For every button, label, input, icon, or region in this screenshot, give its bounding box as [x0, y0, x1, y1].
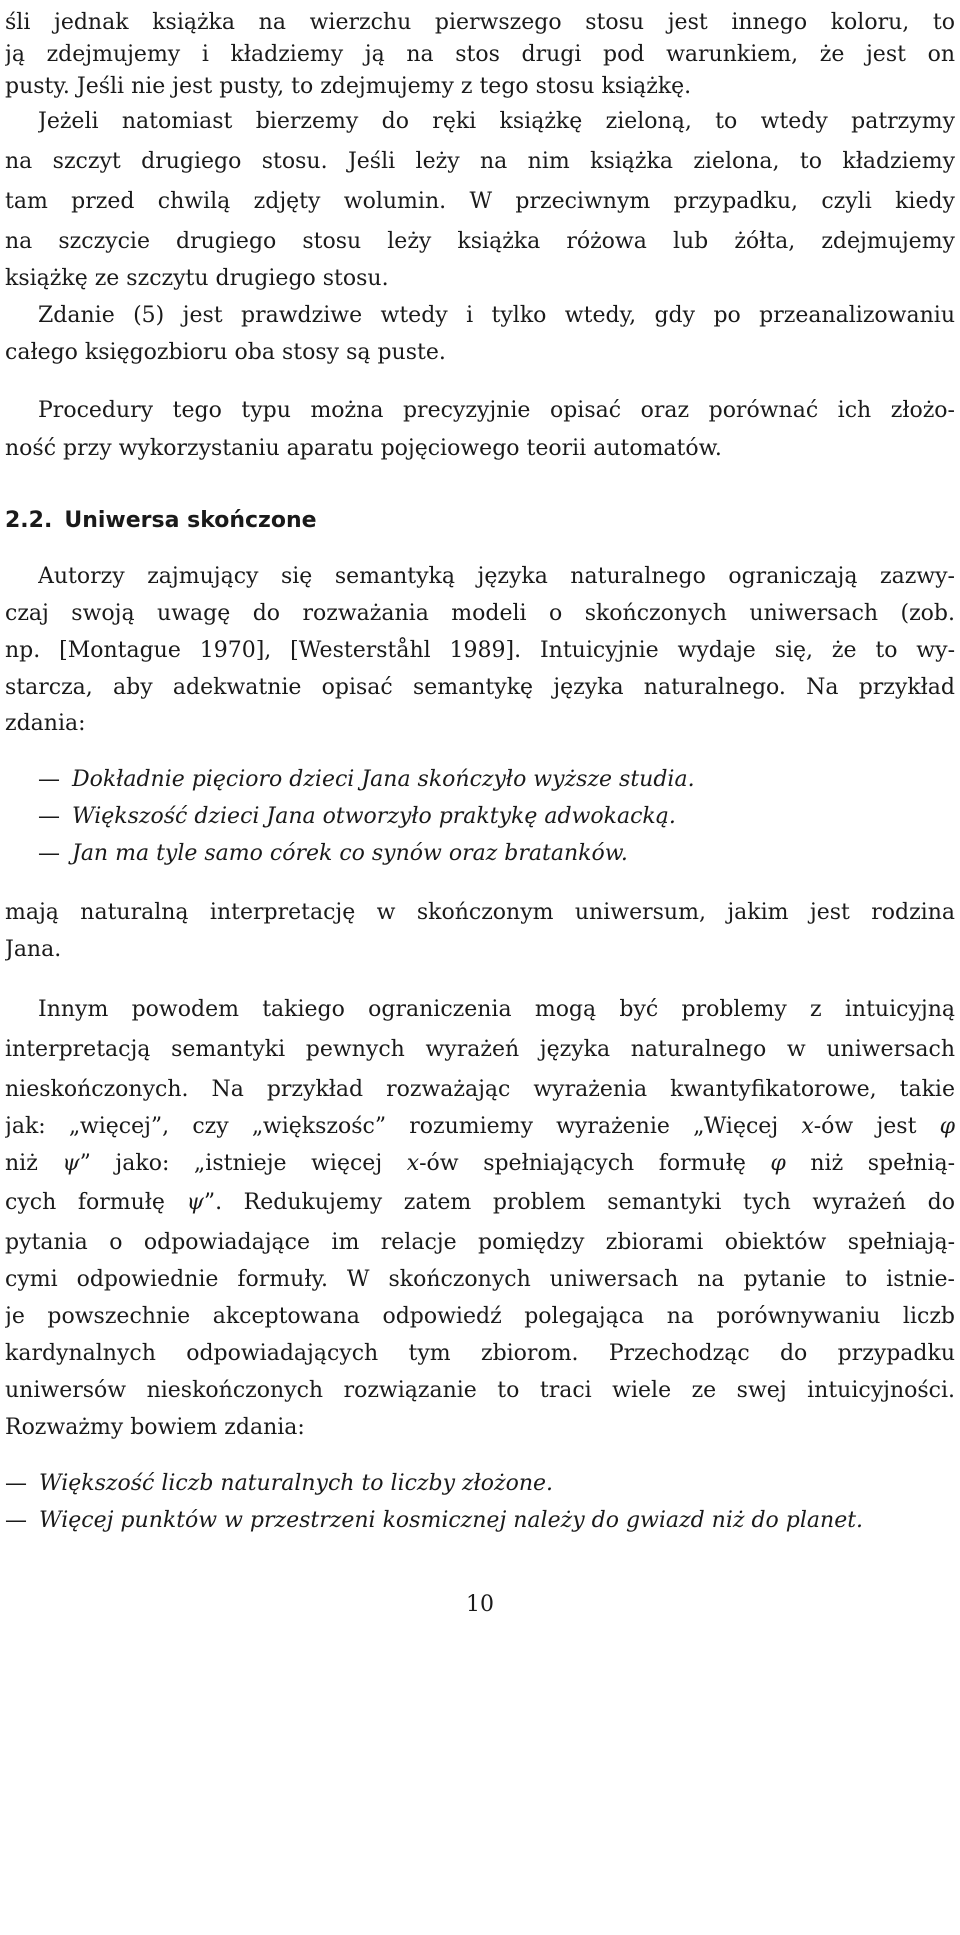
math-variable: ψ — [62, 1151, 80, 1176]
example-sentence: Większość liczb naturalnych to liczby złożone. — [39, 1471, 554, 1496]
list-item — [38, 839, 628, 869]
math-variable: φ — [939, 1114, 955, 1139]
list-item — [5, 1506, 863, 1536]
text-line: zdania: — [5, 711, 86, 736]
list-item — [38, 765, 695, 795]
section-title: Uniwersa skończone — [64, 508, 317, 533]
text-segment: ”. Redukujemy zatem problem semantyki tych wyrażeń do — [203, 1190, 955, 1215]
text-line: Autorzy zajmujący się semantyką języka naturalnego ograniczają zazwy- — [38, 564, 955, 589]
math-variable: φ — [770, 1151, 786, 1176]
math-variable: x — [801, 1114, 814, 1139]
text-line-math — [5, 1188, 955, 1218]
text-line: nieskończonych. Na przykład rozważając wyrażenia kwantyfikatorowe, takie — [5, 1077, 955, 1102]
text-line-math — [5, 1112, 955, 1142]
text-line: pytania o odpowiadające im relacje pomiędzy zbiorami obiektów spełniają- — [5, 1230, 955, 1255]
text-segment: cych formułę — [5, 1190, 187, 1215]
page-number: 10 — [466, 1592, 494, 1617]
example-sentence: Dokładnie pięcioro dzieci Jana skończyło wyższe studia. — [72, 767, 695, 792]
text-segment: -ów jest — [813, 1114, 940, 1139]
text-line: Procedury tego typu można precyzyjnie opisać oraz porównać ich złożo- — [38, 398, 955, 423]
text-segment: niż — [5, 1151, 63, 1176]
text-line: np. [Montague 1970], [Westerståhl 1989]. Intuicyjnie wydaje się, że to wy- — [5, 638, 955, 663]
text-line: kardynalnych odpowiadających tym zbiorom. Przechodząc do przypadku — [5, 1341, 955, 1366]
section-number: 2.2. — [5, 508, 53, 533]
text-line: cymi odpowiednie formuły. W skończonych uniwersach na pytanie to istnie- — [5, 1267, 955, 1292]
text-line: Zdanie (5) jest prawdziwe wtedy i tylko wtedy, gdy po przeanalizowaniu — [38, 303, 955, 328]
text-line: Jana. — [5, 937, 62, 962]
text-line: Rozważmy bowiem zdania: — [5, 1415, 305, 1440]
dash-marker: — — [38, 804, 60, 829]
text-line: tam przed chwilą zdjęty wolumin. W przeciwnym przypadku, czyli kiedy — [5, 189, 955, 214]
example-sentence: Jan ma tyle samo córek co synów oraz bratanków. — [72, 841, 628, 866]
list-item — [38, 802, 676, 832]
dash-marker: — — [38, 767, 60, 792]
text-segment: niż spełnią- — [785, 1151, 955, 1176]
dash-marker: — — [5, 1508, 27, 1533]
list-item — [5, 1469, 553, 1499]
text-line: na szczycie drugiego stosu leży książka różowa lub żółta, zdejmujemy — [5, 229, 955, 254]
text-line: ność przy wykorzystaniu aparatu pojęciowego teorii automatów. — [5, 436, 722, 461]
section-heading — [5, 506, 317, 536]
text-line-math — [5, 1149, 955, 1179]
dash-marker: — — [38, 841, 60, 866]
math-variable: ψ — [186, 1190, 204, 1215]
text-segment: -ów spełniających formułę — [419, 1151, 771, 1176]
text-line: śli jednak książka na wierzchu pierwszego stosu jest innego koloru, to — [5, 10, 955, 35]
text-line: Jeżeli natomiast bierzemy do ręki książkę zieloną, to wtedy patrzymy — [38, 109, 955, 134]
text-line: mają naturalną interpretację w skończonym uniwersum, jakim jest rodzina — [5, 900, 955, 925]
text-line: starcza, aby adekwatnie opisać semantykę języka naturalnego. Na przykład — [5, 675, 955, 700]
text-line: całego księgozbioru oba stosy są puste. — [5, 340, 446, 365]
text-line: interpretacją semantyki pewnych wyrażeń języka naturalnego w uniwersach — [5, 1037, 955, 1062]
text-line: czaj swoją uwagę do rozważania modeli o skończonych uniwersach (zob. — [5, 601, 955, 626]
text-line: na szczyt drugiego stosu. Jeśli leży na nim książka zielona, to kładziemy — [5, 149, 955, 174]
text-line: książkę ze szczytu drugiego stosu. — [5, 266, 389, 291]
example-sentence: Więcej punktów w przestrzeni kosmicznej należy do gwiazd niż do planet. — [39, 1508, 864, 1533]
text-segment: ” jako: „istnieje więcej — [79, 1151, 407, 1176]
text-line: ją zdejmujemy i kładziemy ją na stos drugi pod warunkiem, że jest on — [5, 42, 955, 67]
text-line: je powszechnie akceptowana odpowiedź polegająca na porównywaniu liczb — [5, 1304, 955, 1329]
text-line: uniwersów nieskończonych rozwiązanie to traci wiele ze swej intuicyjności. — [5, 1378, 955, 1403]
math-variable: x — [406, 1151, 420, 1176]
text-line: pusty. Jeśli nie jest pusty, to zdejmujemy z tego stosu książkę. — [5, 74, 692, 99]
example-sentence: Większość dzieci Jana otworzyło praktykę adwokacką. — [72, 804, 676, 829]
text-segment: jak: „więcej”, czy „większośc” rozumiemy wyrażenie „Więcej — [5, 1114, 802, 1139]
dash-marker: — — [5, 1471, 27, 1496]
text-line: Innym powodem takiego ograniczenia mogą być problemy z intuicyjną — [38, 997, 955, 1022]
